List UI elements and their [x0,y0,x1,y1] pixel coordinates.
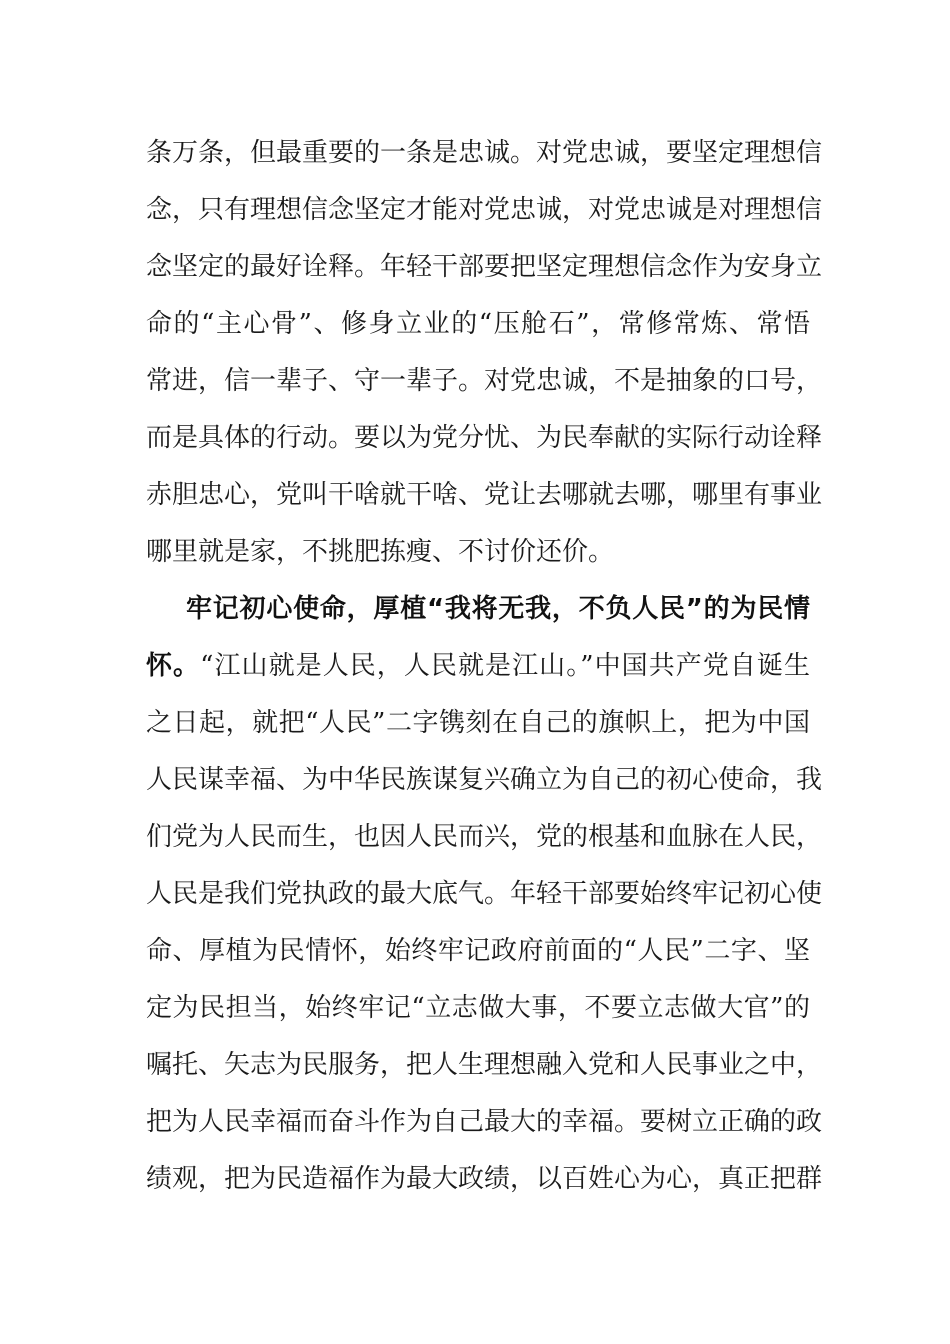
text-line: 念坚定的最好诠释。年轻干部要把坚定理想信念作为安身立 [146,252,823,282]
text-line [146,638,810,695]
text-line: 哪里就是家，不挑肥拣瘦、不讨价还价。 [146,537,615,567]
text-line: 人民是我们党执政的最大底气。年轻干部要始终牢记初心使 [146,879,823,909]
text-line: 念，只有理想信念坚定才能对党忠诚，对党忠诚是对理想信 [146,195,823,225]
text-line: 定为民担当，始终牢记“立志做大事，不要立志做大官”的 [146,993,810,1023]
section-heading-end: 怀。 [146,651,201,681]
text-span: “江山就是人民，人民就是江山。”中国共产党自诞生 [200,651,810,681]
text-line: 们党为人民而生，也因人民而兴，党的根基和血脉在人民， [146,822,823,852]
text-line: 而是具体的行动。要以为党分忧、为民奉献的实际行动诠释 [146,423,823,453]
text-line: 赤胆忠心，党叫干啥就干啥、党让去哪就去哪，哪里有事业 [146,480,823,510]
text-line: 之日起，就把“人民”二字镌刻在自己的旗帜上，把为中国 [146,708,810,738]
paragraph-loyalty [146,125,823,581]
text-line: 绩观，把为民造福作为最大政绩，以百姓心为心，真正把群 [146,1164,823,1194]
text-line: 常进，信一辈子、守一辈子。对党忠诚，不是抽象的口号， [146,366,823,396]
text-line: 命的“主心骨”、修身立业的“压舱石”，常修常炼、常悟 [146,309,810,339]
text-line: 条万条，但最重要的一条是忠诚。对党忠诚，要坚定理想信 [146,138,823,168]
text-line: 嘱托、矢志为民服务，把人生理想融入党和人民事业之中， [146,1050,823,1080]
text-line: 把为人民幸福而奋斗作为自己最大的幸福。要树立正确的政 [146,1107,823,1137]
paragraph-people [146,581,823,1208]
text-line: 人民谋幸福、为中华民族谋复兴确立为自己的初心使命，我 [146,765,823,795]
text-line: 命、厚植为民情怀，始终牢记政府前面的“人民”二字、坚 [146,936,810,966]
section-heading: 牢记初心使命，厚植“我将无我，不负人民”的为民情 [186,594,810,624]
